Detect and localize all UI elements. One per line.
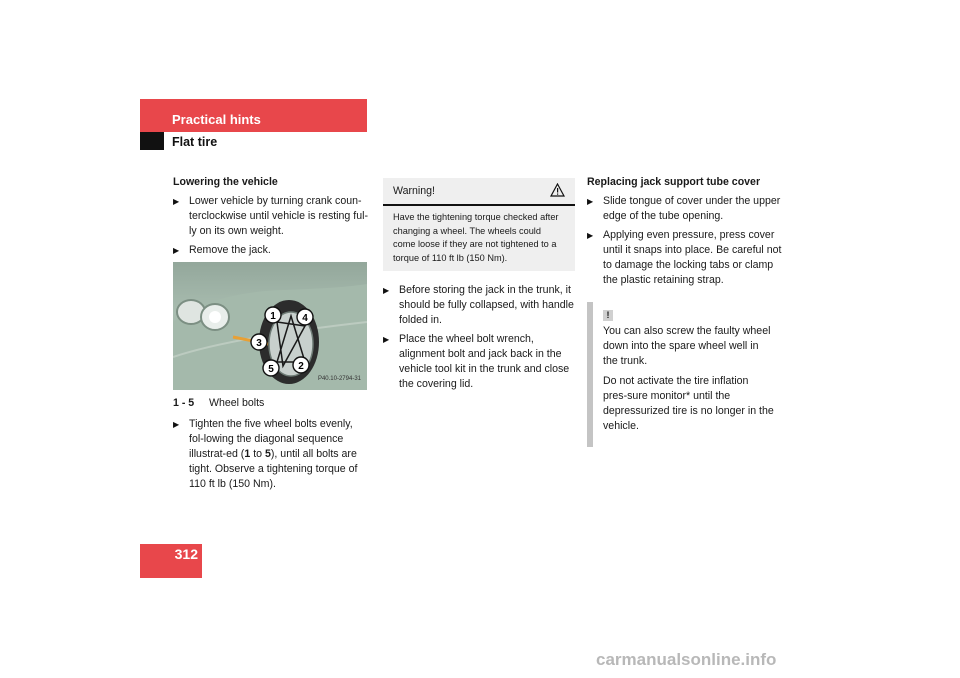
list-item-text: Remove the jack.	[189, 244, 271, 256]
wheel-bolt-figure	[173, 262, 367, 390]
list-item	[173, 243, 369, 258]
bolt-marker-3	[251, 334, 267, 350]
svg-text:3: 3	[256, 338, 262, 349]
list-item	[383, 332, 575, 392]
lowering-heading: Lowering the vehicle	[173, 176, 278, 188]
bullet-arrow-icon: ▶	[587, 197, 594, 206]
bullet-arrow-icon: ▶	[383, 286, 390, 295]
figure-caption	[173, 396, 369, 411]
jack-cover-heading: Replacing jack support tube cover	[587, 176, 761, 188]
list-item	[587, 194, 783, 224]
column-1	[173, 175, 369, 496]
list-item	[383, 283, 575, 328]
bullet-arrow-icon: ▶	[383, 335, 390, 344]
bullet-arrow-icon: ▶	[587, 231, 594, 240]
warning-box	[383, 178, 575, 271]
bolt-marker-2	[293, 357, 309, 373]
column-2	[383, 178, 575, 396]
bolt-marker-4	[297, 309, 313, 325]
bullet-arrow-icon: ▶	[173, 420, 180, 429]
exclamation-icon: !	[603, 310, 613, 321]
note-box	[587, 302, 783, 447]
bullet-arrow-icon: ▶	[173, 246, 180, 255]
list-item-text: Lower vehicle by turning crank coun-terclockwise until vehicle is resting ful-ly on its own weight.	[189, 195, 368, 237]
list-item	[587, 228, 783, 288]
list-item-text: Applying even pressure, press cover until it snaps into place. Be careful not to damage the locking tabs or clamp the plastic retaining strap.	[603, 229, 782, 286]
list-item	[173, 194, 369, 239]
note-paragraph: You can also screw the faulty wheel down into the spare wheel well in the trunk.	[603, 325, 771, 367]
column-3	[587, 175, 783, 447]
subsection-title: Flat tire	[172, 135, 218, 149]
svg-text:5: 5	[268, 364, 274, 375]
list-item-text: Before storing the jack in the trunk, it should be fully collapsed, with handle folded in.	[399, 284, 574, 326]
list-item-text: Slide tongue of cover under the upper edge of the tube opening.	[603, 195, 781, 222]
note-paragraph: Do not activate the tire inflation pres-sure monitor* until the depressurized tire is no longer in the vehicle.	[603, 375, 774, 432]
section-title: Practical hints	[172, 112, 261, 127]
page-number: 312	[174, 546, 198, 562]
warning-triangle-icon	[550, 183, 565, 197]
warning-body: Have the tightening torque checked after changing a wheel. The wheels could come loose if they are not tightened to a torque of 110 ft lb (150 Nm).	[393, 212, 559, 263]
svg-text:4: 4	[302, 313, 308, 324]
warning-header	[383, 178, 575, 206]
caption-number: 1 - 5	[173, 397, 195, 409]
svg-text:1: 1	[270, 311, 276, 322]
note-side-bar	[587, 302, 593, 447]
warning-title: Warning!	[393, 185, 435, 197]
bolt-marker-1	[265, 307, 281, 323]
bolt-markers	[173, 262, 367, 390]
svg-text:2: 2	[298, 361, 304, 372]
bolt-marker-5	[263, 360, 279, 376]
list-item-text: Place the wheel bolt wrench, alignment bolt and jack back in the vehicle tool kit in the trunk and close the covering lid.	[399, 333, 570, 390]
list-item	[173, 417, 369, 492]
caption-text: Wheel bolts	[209, 397, 265, 409]
header-black-tab	[140, 132, 164, 150]
list-item-text: Tighten the five wheel bolts evenly, fol-lowing the diagonal sequence illustrat-ed (1 to 5), until all bolts are tight. Observe a tightening torque of 110 ft lb (150 Nm).	[189, 418, 358, 490]
watermark: carmanualsonline.info	[596, 650, 777, 669]
bullet-arrow-icon: ▶	[173, 197, 180, 206]
figure-code: P40.10-2794-31	[317, 376, 361, 382]
